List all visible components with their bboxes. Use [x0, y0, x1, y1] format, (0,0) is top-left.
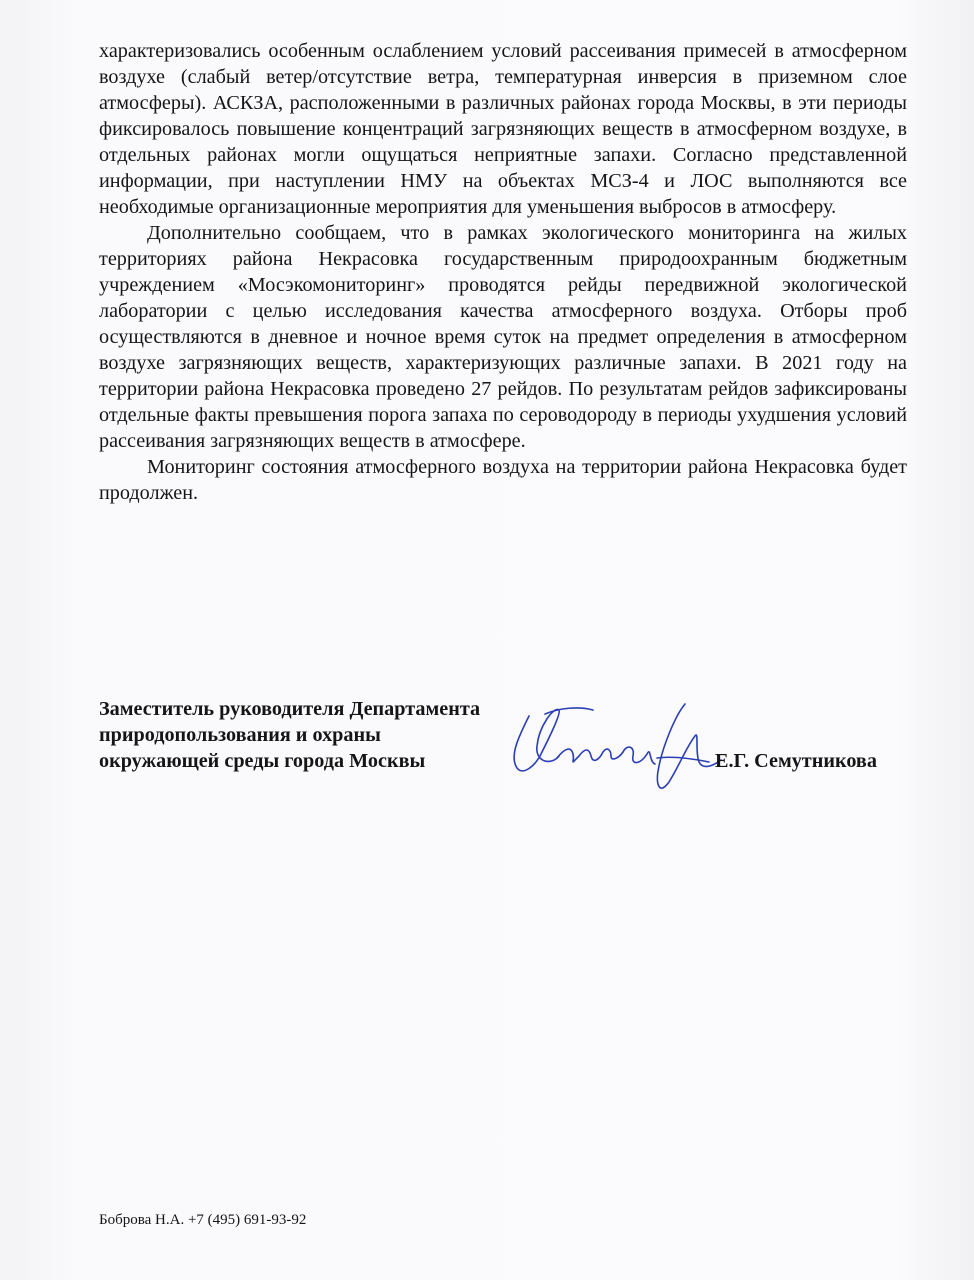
signatory-position-line: Заместитель руководителя Департамента	[99, 698, 481, 720]
signatory-position	[99, 696, 480, 774]
signatory-position-line: окружающей среды города Москвы	[99, 750, 426, 772]
handwritten-signature	[499, 696, 729, 806]
paragraph-continuation: характеризовались особенным ослаблением условий рассеивания примесей в атмосферном воздухе (слабый ветер/отсутствие ветра, температурная инверсия в приземном слое атмосферы). АСКЗА, расположенными в различных районах города Москвы, в эти периоды фиксировалось повышение концентраций загрязняющих веществ в атмосферном воздухе, в отдельных районах могли ощущаться неприятные запахи. Согласно представленной информации, при наступлении НМУ на объектах МСЗ-4 и ЛОС выполняются все необходимые организационные мероприятия для уменьшения выбросов в атмосферу.	[99, 40, 907, 218]
paragraph-conclusion: Мониторинг состояния атмосферного воздуха на территории района Некрасовка будет продолжен.	[99, 456, 907, 504]
executor-contact: Боброва Н.А. +7 (495) 691-93-92	[99, 1212, 307, 1228]
signatory-position-line: природопользования и охраны	[99, 724, 381, 746]
signature-block	[99, 696, 907, 806]
signatory-name: Е.Г. Семутникова	[715, 750, 877, 772]
letter-body	[99, 38, 907, 506]
paragraph-monitoring-raids: Дополнительно сообщаем, что в рамках экологического мониторинга на жилых территориях района Некрасовка государственным природоохранным бюджетным учреждением «Мосэкомониторинг» проводятся рейды передвижной экологической лаборатории с целью исследования качества атмосферного воздуха. Отборы проб осуществляются в дневное и ночное время суток на предмет определения в атмосферном воздухе загрязняющих веществ, характеризующих различные запахи. В 2021 году на территории района Некрасовка проведено 27 рейдов. По результатам рейдов зафиксированы отдельные факты превышения порога запаха по сероводороду в периоды ухудшения условий рассеивания загрязняющих веществ в атмосфере.	[99, 222, 907, 452]
